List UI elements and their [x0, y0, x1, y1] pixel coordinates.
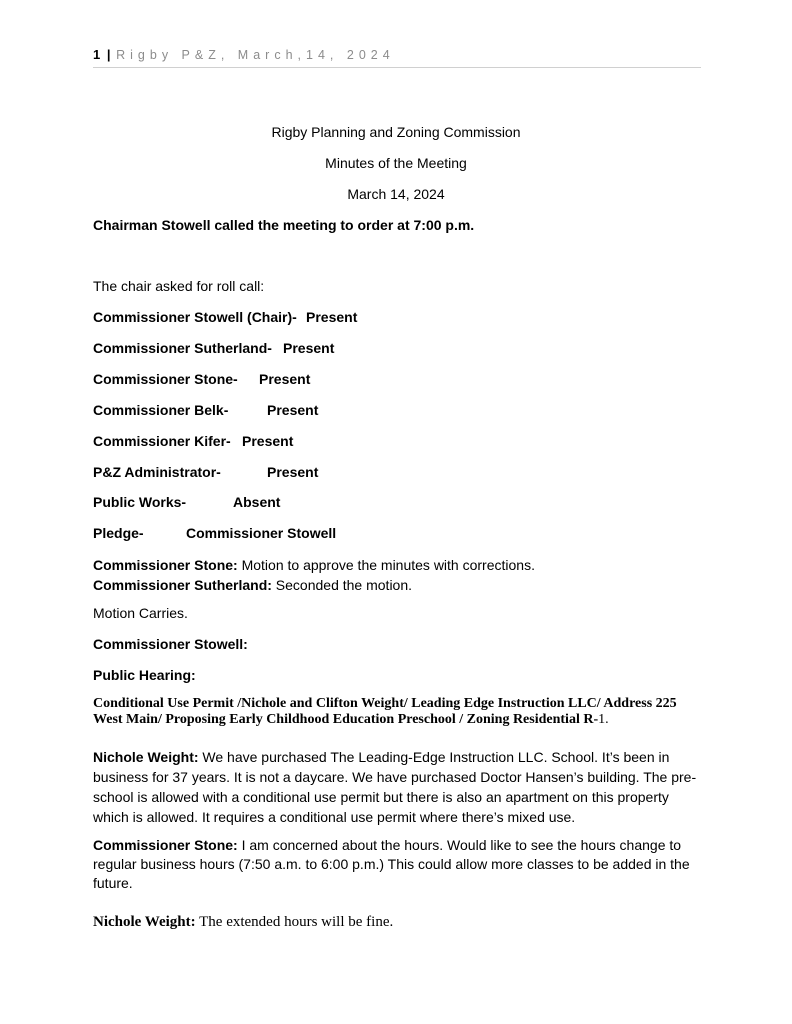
roll-call-row: [93, 494, 593, 514]
title-line-1: Rigby Planning and Zoning Commission: [271, 124, 521, 140]
speaker-name: Commissioner Stone:: [93, 837, 238, 853]
roll-call-status: Present: [267, 464, 319, 480]
roll-call-status: Present: [259, 371, 311, 387]
hearing-title-tail: 1.: [598, 712, 609, 727]
motion-speaker-stone: Commissioner Stone:: [93, 557, 238, 573]
header-text: Rigby P&Z, March,14, 2024: [116, 48, 395, 62]
statement-text: We have purchased The Leading-Edge Instruction LLC. School. It’s been in business for 37 years. It is not a daycare. We have purchased Doctor Hansen’s building. The pre-school is allowed with a conditional use permit but there is also an apartment on this property which is allowed. It requires a conditional use permit where there’s mixed use.: [93, 749, 697, 825]
motion-block: [93, 555, 703, 595]
nichole-statement-2: [93, 912, 703, 932]
statement-text: I am concerned about the hours. Would like to see the hours change to regular business hours (7:50 a.m. to 6:00 p.m.) This could allow more classes to be added in the future.: [93, 837, 690, 891]
hearing-title: [93, 696, 703, 728]
roll-call-row: [93, 340, 593, 360]
roll-call-status: Commissioner Stowell: [186, 525, 337, 541]
hearing-title-text: Conditional Use Permit /Nichole and Clifton Weight/ Leading Edge Instruction LLC/ Address 225 West Main/ Proposing Early Childhood Education Preschool / Zoning Residential R-: [93, 696, 677, 727]
motion-speaker-sutherland: Commissioner Sutherland:: [93, 577, 272, 593]
roll-call-status: Present: [306, 309, 358, 325]
page-header: [93, 47, 701, 68]
motion-result: Motion Carries.: [93, 605, 188, 621]
header-separator: |: [106, 47, 111, 62]
call-to-order: Chairman Stowell called the meeting to order at 7:00 p.m.: [93, 217, 475, 233]
roll-call-row: [93, 371, 593, 391]
roll-call-status: Present: [267, 402, 319, 418]
motion-text: Motion to approve the minutes with corrections.: [237, 557, 535, 573]
page-number: 1: [93, 47, 102, 62]
title-line-3: March 14, 2024: [347, 186, 445, 202]
roll-call-name: Pledge-: [93, 525, 144, 541]
second-text: Seconded the motion.: [271, 577, 413, 593]
roll-call-name: Commissioner Kifer-: [93, 433, 231, 449]
roll-call-row: [93, 464, 593, 484]
roll-call-row: [93, 525, 593, 545]
roll-call-status: Present: [283, 340, 335, 356]
roll-call-name: Commissioner Sutherland-: [93, 340, 272, 356]
roll-call-row: [93, 402, 593, 422]
roll-call-name: Commissioner Belk-: [93, 402, 229, 418]
roll-call-row: [93, 309, 593, 329]
roll-call-row: [93, 433, 593, 453]
stone-statement-1: [93, 836, 703, 893]
speaker-name: Nichole Weight:: [93, 749, 199, 765]
roll-call-status: Absent: [233, 494, 281, 510]
nichole-statement-1: [93, 747, 703, 827]
roll-call-name: Commissioner Stone-: [93, 371, 238, 387]
roll-call-name: P&Z Administrator-: [93, 464, 221, 480]
commissioner-stowell-label: Commissioner Stowell:: [93, 636, 248, 652]
roll-call-name: Public Works-: [93, 494, 187, 510]
roll-call-intro: The chair asked for roll call:: [93, 278, 265, 294]
roll-call-status: Present: [242, 433, 294, 449]
title-line-2: Minutes of the Meeting: [325, 155, 467, 171]
speaker-name: Nichole Weight:: [93, 914, 196, 930]
roll-call-name: Commissioner Stowell (Chair)-: [93, 309, 297, 325]
statement-text: The extended hours will be fine.: [195, 914, 394, 930]
public-hearing-heading: Public Hearing:: [93, 667, 196, 683]
